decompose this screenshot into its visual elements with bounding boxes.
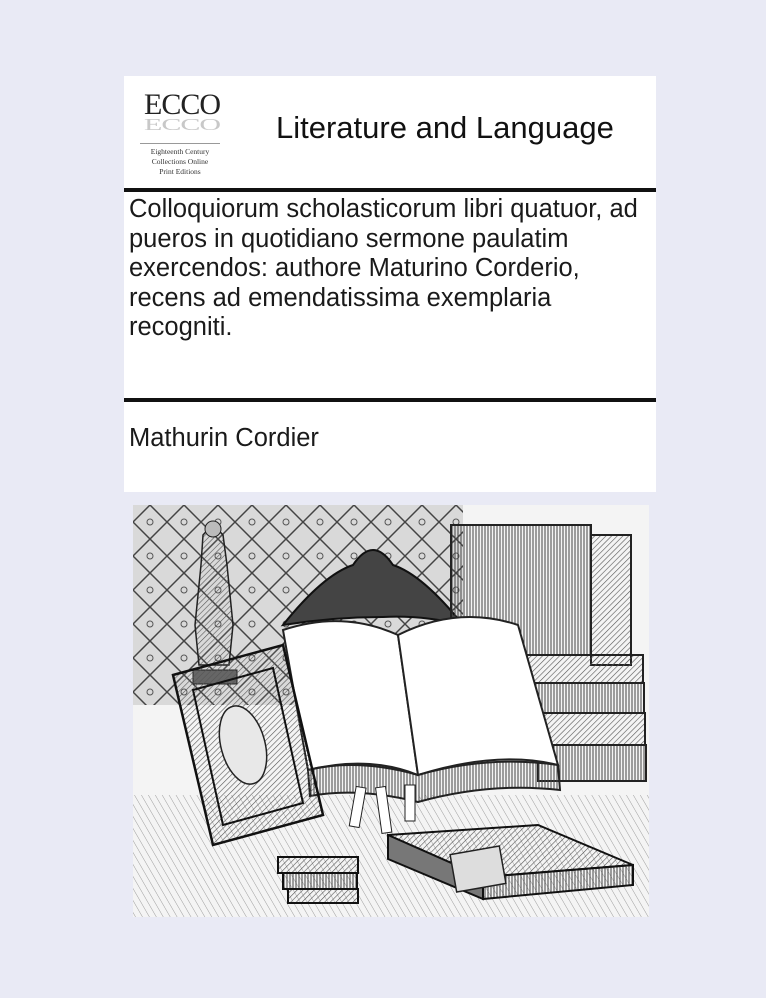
series-title: Literature and Language bbox=[276, 110, 614, 145]
divider-bottom bbox=[124, 398, 656, 402]
book-title: Colloquiorum scholasticorum libri quatuor, ad pueros in quotidiano sermone paulatim exercendos: authore Maturino Corderio, recens ad emendatissima exemplaria recogniti. bbox=[129, 195, 638, 341]
logo-divider bbox=[140, 143, 220, 144]
logo-caption bbox=[134, 147, 226, 177]
logo-mark: ECCO bbox=[144, 88, 221, 121]
book-author: Mathurin Cordier bbox=[129, 424, 319, 452]
logo-caption-line: Print Editions bbox=[159, 167, 201, 176]
logo-caption-line: Eighteenth Century bbox=[150, 147, 210, 156]
logo-caption-line: Collections Online bbox=[151, 157, 209, 166]
ecco-logo bbox=[134, 86, 226, 186]
title-panel bbox=[124, 76, 656, 492]
divider-top bbox=[124, 188, 656, 192]
engraving-books-icon bbox=[133, 505, 649, 917]
logo-mark-reflection: ECCO bbox=[144, 115, 221, 135]
